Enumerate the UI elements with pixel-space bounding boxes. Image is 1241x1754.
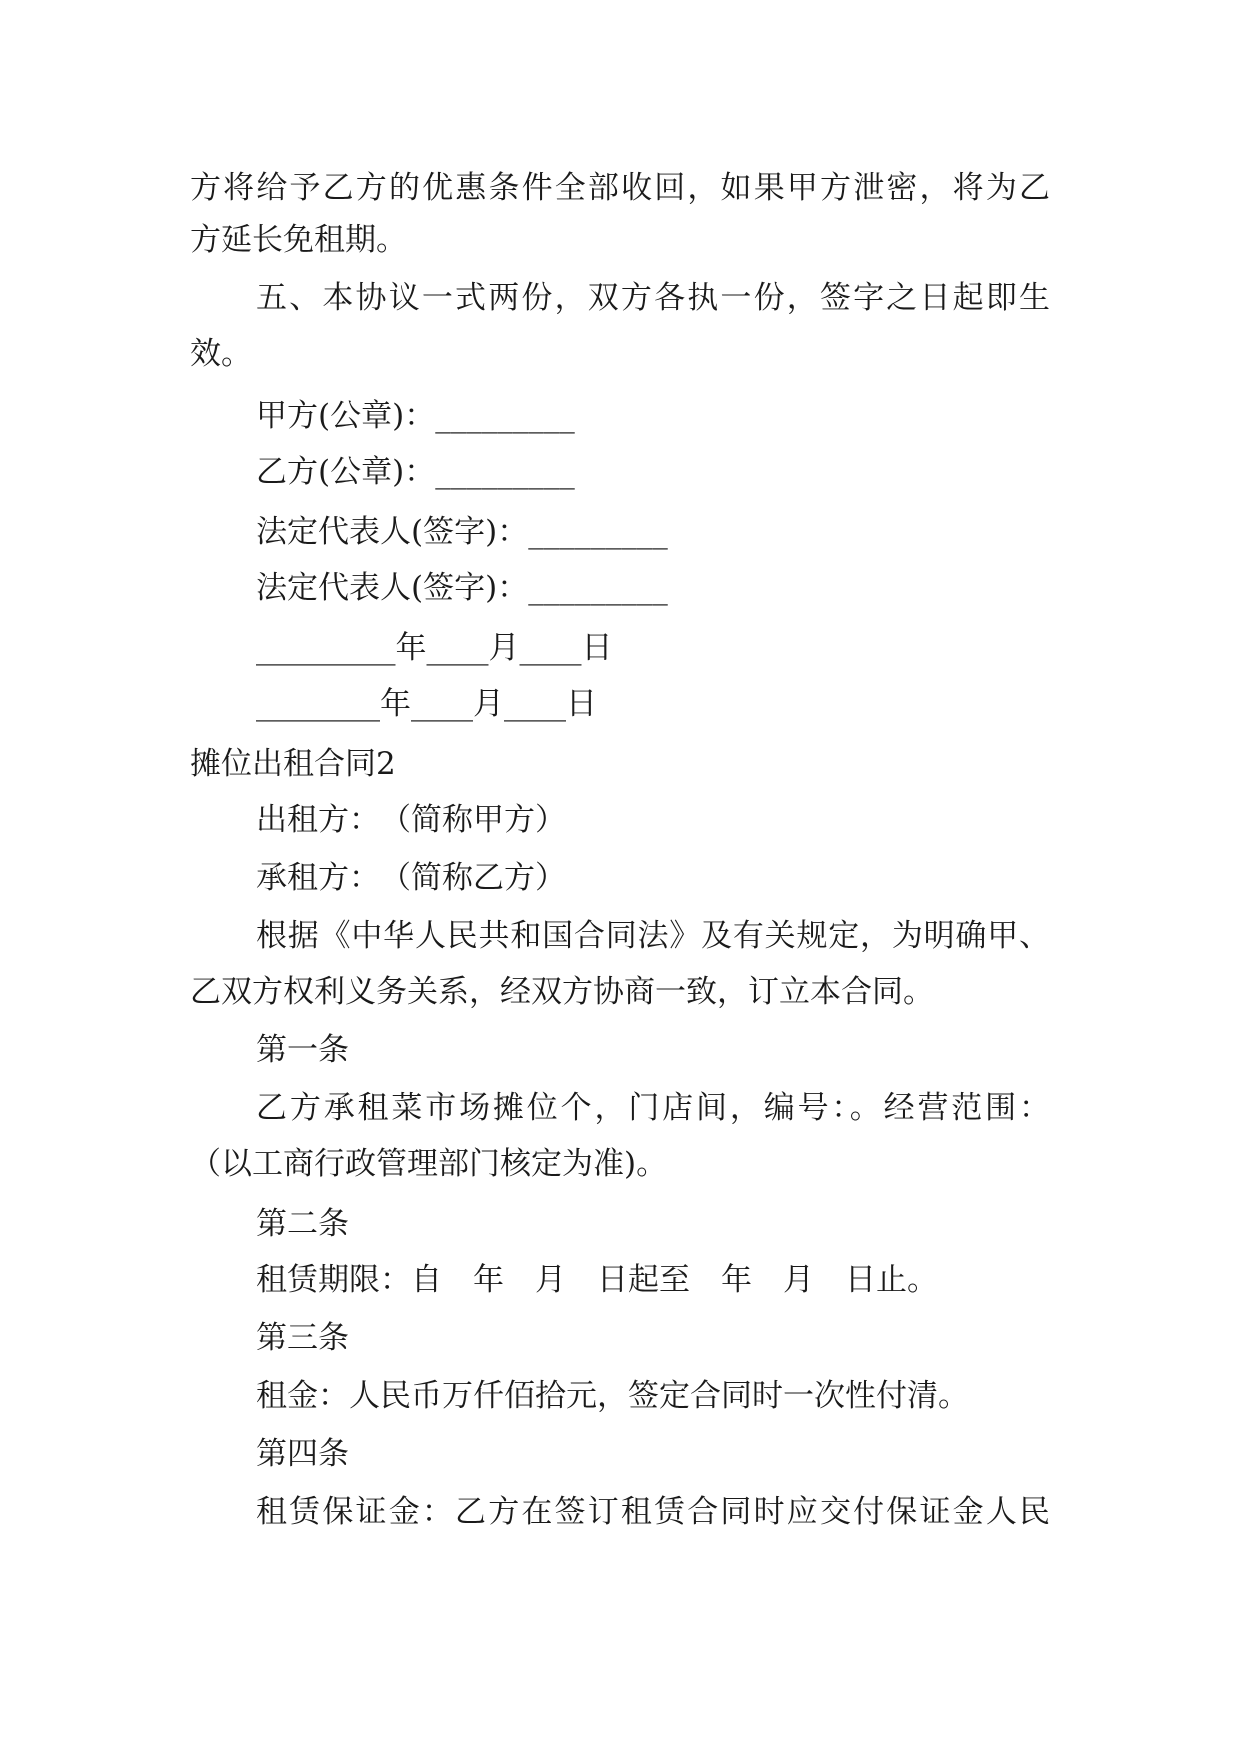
paragraph-line: 五、本协议一式两份，双方各执一份，签字之日起即生 [256,280,1050,316]
lessor-line: 出租方： （简称甲方） [256,802,566,838]
paragraph-line: 根据《中华人民共和国合同法》及有关规定，为明确甲、 [256,918,1050,954]
paragraph-line: 租赁期限：自 年 月 日起至 年 月 日止。 [256,1262,938,1298]
paragraph-line: 乙双方权利义务关系，经双方协商一致，订立本合同。 [190,974,934,1010]
article-heading: 第三条 [256,1320,349,1356]
paragraph-line: 租金：人民币万仟佰拾元，签定合同时一次性付清。 [256,1378,969,1414]
article-heading: 第四条 [256,1436,349,1472]
paragraph-line: 乙方承租菜市场摊位个，门店间，编号：。经营范围： [256,1090,1050,1126]
date-line: ________年____月____日 [256,686,597,722]
paragraph-line: 租赁保证金：乙方在签订租赁合同时应交付保证金人民 [256,1494,1050,1530]
signature-line-legal-rep: 法定代表人(签字)：_________ [256,514,668,550]
signature-line-party-a: 甲方(公章)：_________ [256,398,575,434]
signature-line-party-b: 乙方(公章)：_________ [256,454,575,490]
contract-title: 摊位出租合同2 [190,746,396,782]
signature-line-legal-rep: 法定代表人(签字)：_________ [256,570,668,606]
article-heading: 第二条 [256,1206,349,1242]
date-line: _________年____月____日 [256,630,613,666]
paragraph-line: （以工商行政管理部门核定为准)。 [190,1146,668,1182]
paragraph-line: 效。 [190,336,252,372]
article-heading: 第一条 [256,1032,349,1068]
lessee-line: 承租方： （简称乙方） [256,860,566,896]
paragraph-line: 方将给予乙方的优惠条件全部收回，如果甲方泄密，将为乙 [190,170,1050,206]
paragraph-line: 方延长免租期。 [190,222,407,258]
